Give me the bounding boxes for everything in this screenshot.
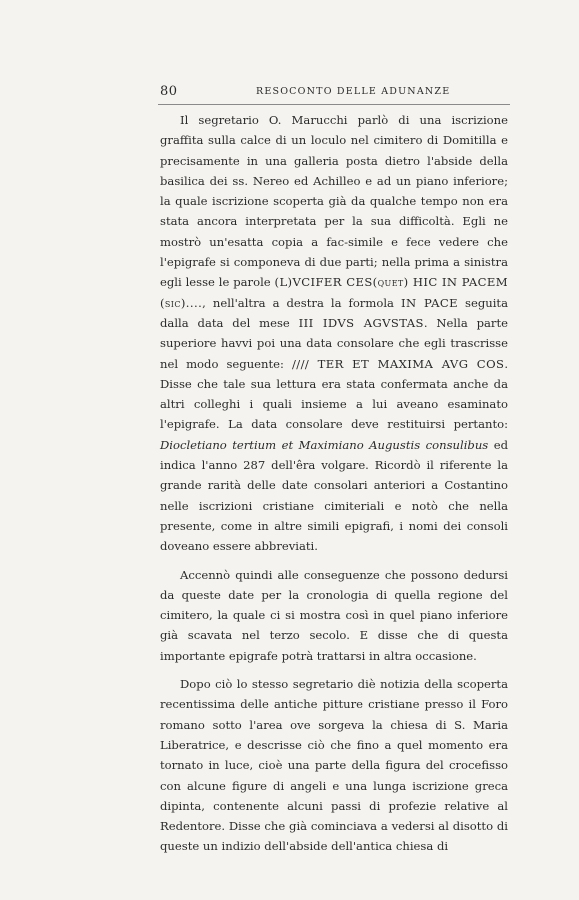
inscription-left: (L)VCIFER CES(quet) HIC IN PACEM (sic).... [160,275,509,310]
inscription-consular-date: //// TER ET MAXIMA AVG COS [291,356,505,371]
page-number: 80 [160,84,178,99]
paragraph-1: Il segretario O. Marucchi parlò di una iscrizione graffita sulla calce di un loculo nel cimitero di Domitilla e precisamente in una galleria posta dietro l'abside della basilica dei ss. Nereo ed Achilleo e ad un piano inferiore; la quale iscrizione scoperta già da qualche tempo non era stata ancora interpretata per la sua difficoltà. Egli ne mostrò un'esatta copia a fac-simile e fece vedere che l'epigrafe si componeva di due parti; nella prima a sinistra egli lesse le parole (L)VCIFER CES(quet) HIC IN PACEM (sic)...., nell'altra a destra la formola IN PACE seguita dalla data del mese III IDVS AGVSTAS. Nella parte superiore havvi poi una data consolare che egli trascrisse nel modo seguente: //// TER ET MAXIMA AVG COS. Disse che tale sua lettura era stata confermata anche da altri colleghi i quali insieme a lui aveano esaminato l'epigrafe. La data consolare deve restituirsi pertanto: Diocletiano tertium et Maximiano Augustis consulibus ed indica l'anno 287 dell'êra volgare. Ricordò il riferente la grande rarità delle date consolari anteriori a Costantino nelle iscrizioni cristiane cimiteriali e notò che nella presente, come in altre simili epigrafi, i nomi dei consoli doveano essere abbreviati. [160,113,509,554]
running-title: RESOCONTO DELLE ADUNANZE [256,86,451,97]
paragraph-2: Accennò quindi alle conseguenze che possono dedursi da queste date per la cronologia di quella regione del cimitero, la quale ci si mostra così in quel piano inferiore già scavata nel terzo secolo. E disse che di questa importante epigrafe potrà trattarsi in altra occasione. [160,567,508,663]
inscription-date: III IDVS AGVSTAS [298,315,424,330]
inscription-formula: IN PACE [400,295,458,310]
page-header [160,84,508,104]
paragraph-3: Dopo ciò lo stesso segretario diè notizia della scoperta recentissima delle antiche pitture cristiane presso il Foro romano sotto l'area ove sorgeva la chiesa di S. Maria Liberatrice, e descrisse ciò che fino a quel momento era tornato in luce, cioè una parte della figura del crocefisso con alcune figure di angeli e una lunga iscrizione greca dipinta, contenente alcuni passi di profezie relative al Redentore. Disse che già cominciava a vedersi al disotto di queste un indizio dell'abside dell'antica chiesa di [160,677,508,854]
consular-restitution: Diocletiano tertium et Maximiano Augustis consulibus [160,437,489,452]
body-text [160,104,508,865]
